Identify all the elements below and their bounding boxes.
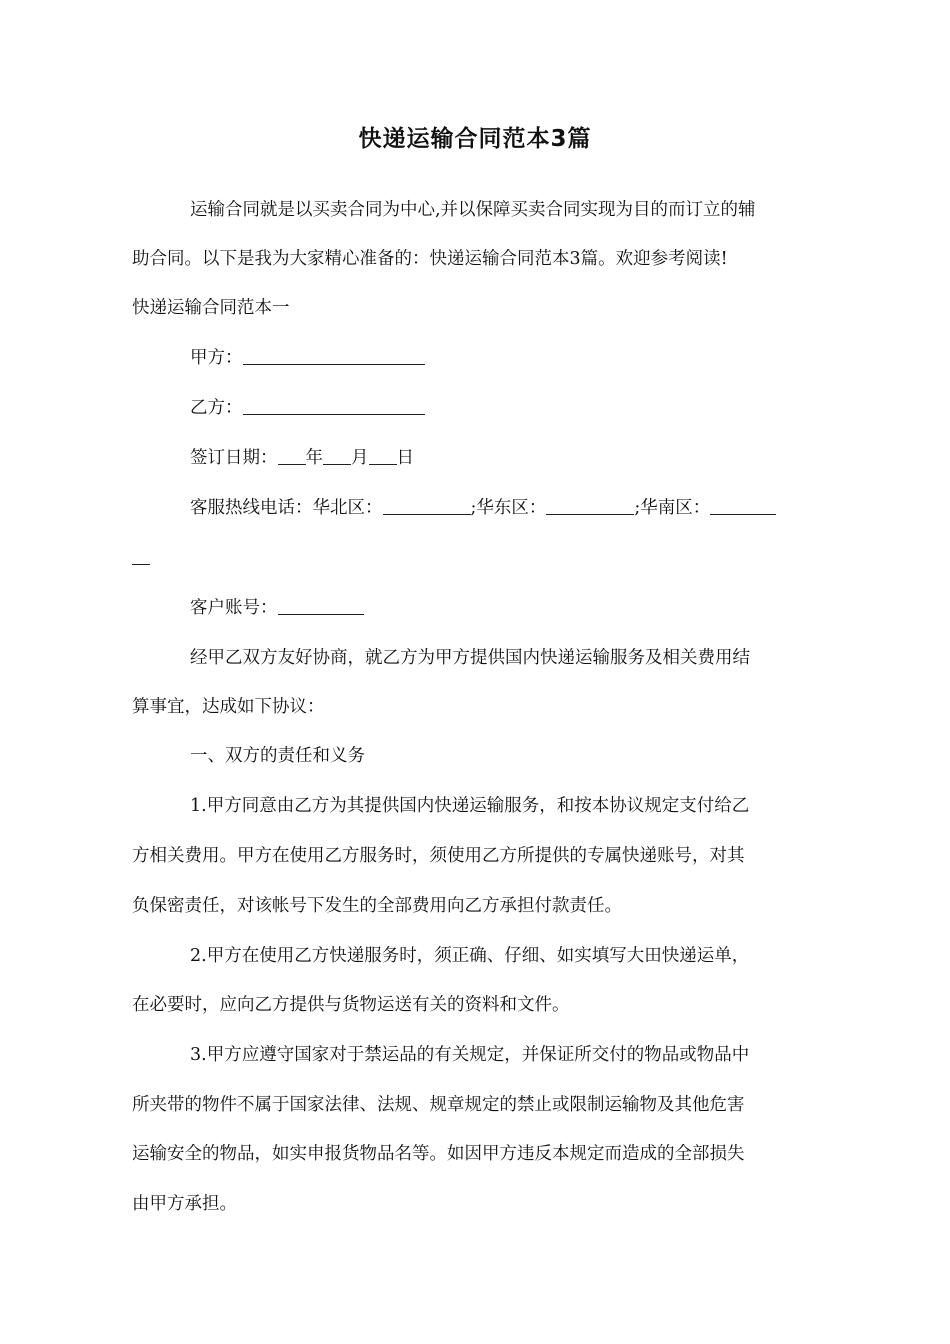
section-heading: 快递运输合同范本一 — [132, 298, 290, 318]
clause1-line-3: 负保密责任，对该帐号下发生的全部费用向乙方承担付款责任。 — [132, 896, 622, 916]
clause3-line-2: 所夹带的物件不属于国家法律、法规、规章规定的禁止或限制运输物及其他危害 — [132, 1095, 745, 1115]
party-b-label: 乙方： — [190, 398, 243, 418]
south-hotline-blank[interactable] — [710, 496, 776, 515]
clause2-line-1: 2.甲方在使用乙方快递服务时，须正确、仔细、如实填写大田快递运单， — [190, 946, 750, 966]
day-blank[interactable] — [369, 446, 397, 465]
party-a-label: 甲方： — [190, 348, 243, 368]
party-a-line — [190, 343, 880, 373]
east-hotline-blank[interactable] — [546, 496, 634, 515]
clause1-line-1: 1.甲方同意由乙方为其提供国内快递运输服务，和按本协议规定支付给乙 — [190, 796, 750, 816]
account-label: 客户账号： — [190, 598, 278, 618]
month-blank[interactable] — [323, 446, 351, 465]
account-line — [190, 593, 880, 623]
south-hotline-blank-wrap[interactable] — [132, 546, 150, 565]
south-label: ;华南区： — [634, 498, 711, 518]
hotline-line — [190, 493, 880, 523]
agreement-line-1: 经甲乙双方友好协商，就乙方为甲方提供国内快递运输服务及相关费用结 — [190, 648, 750, 668]
clause1-line-2: 方相关费用。甲方在使用乙方服务时，须使用乙方所提供的专属快递账号，对其 — [132, 846, 745, 866]
north-hotline-blank[interactable] — [383, 496, 471, 515]
sign-date-label: 签订日期： — [190, 448, 278, 468]
document-title: 快递运输合同范本3篇 — [358, 126, 592, 152]
year-blank[interactable] — [278, 446, 306, 465]
hotline-label: 客服热线电话：华北区： — [190, 498, 383, 518]
intro-line-2: 助合同。以下是我为大家精心准备的：快递运输合同范本3篇。欢迎参考阅读! — [132, 249, 728, 269]
clause-heading: 一、双方的责任和义务 — [190, 746, 365, 766]
clause3-line-1: 3.甲方应遵守国家对于禁运品的有关规定，并保证所交付的物品或物品中 — [190, 1045, 750, 1065]
agreement-line-2: 算事宜，达成如下协议： — [132, 697, 325, 717]
sign-date-line — [190, 443, 880, 473]
month-label: 月 — [351, 448, 369, 468]
party-b-blank[interactable] — [243, 396, 425, 415]
clause3-line-3: 运输安全的物品，如实申报货物品名等。如因甲方违反本规定而造成的全部损失 — [132, 1144, 745, 1164]
clause3-line-4: 由甲方承担。 — [132, 1194, 237, 1214]
east-label: ;华东区： — [470, 498, 547, 518]
party-b-line — [190, 393, 880, 423]
year-label: 年 — [305, 448, 323, 468]
clause2-line-2: 在必要时，应向乙方提供与货物运送有关的资料和文件。 — [132, 995, 570, 1015]
party-a-blank[interactable] — [243, 346, 425, 365]
day-label: 日 — [396, 448, 414, 468]
account-blank[interactable] — [278, 596, 364, 615]
hotline-wrap-line — [132, 543, 822, 573]
intro-line-1: 运输合同就是以买卖合同为中心,并以保障买卖合同实现为目的而订立的辅 — [190, 200, 756, 220]
